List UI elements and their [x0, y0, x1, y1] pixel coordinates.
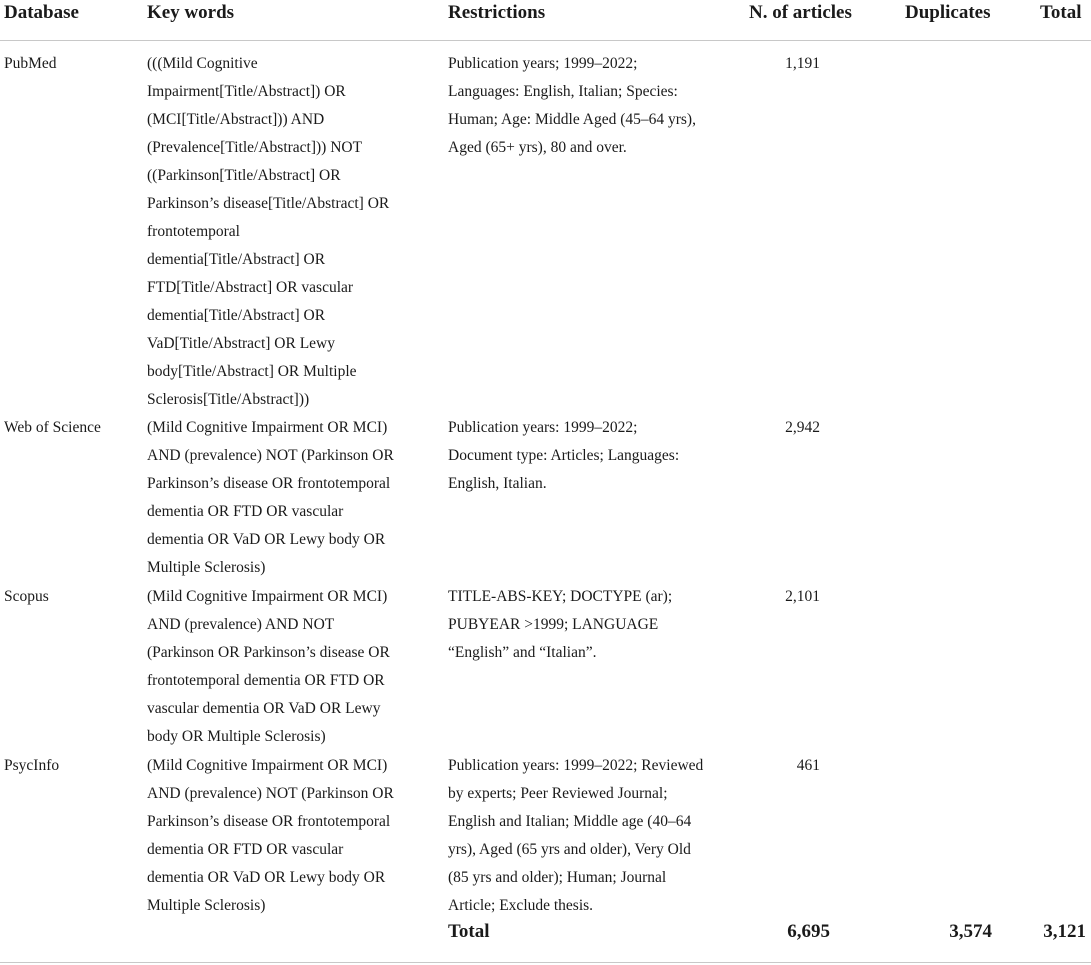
- cell-line: dementia OR FTD OR vascular: [147, 503, 344, 520]
- cell-keywords: [147, 50, 389, 414]
- cell-line: (Prevalence[Title/Abstract])) NOT: [147, 139, 363, 156]
- cell-line: (Mild Cognitive Impairment OR MCI): [147, 419, 388, 436]
- cell-restrictions: [448, 583, 672, 667]
- cell-line: ((Parkinson[Title/Abstract] OR: [147, 167, 341, 184]
- cell-line: Parkinson’s disease[Title/Abstract] OR: [147, 195, 390, 212]
- table-header: [0, 0, 1091, 41]
- cell-database: PubMed: [4, 55, 57, 72]
- cell-line: frontotemporal: [147, 223, 240, 240]
- cell-line: Publication years; 1999–2022;: [448, 55, 638, 72]
- cell-line: (((Mild Cognitive: [147, 55, 258, 72]
- cell-articles: 2,942: [785, 419, 820, 436]
- cell-line: English and Italian; Middle age (40–64: [448, 813, 692, 830]
- cell-articles: 461: [796, 757, 820, 774]
- cell-line: Multiple Sclerosis): [147, 897, 266, 914]
- cell-line: Impairment[Title/Abstract]) OR: [147, 83, 346, 100]
- cell-line: Sclerosis[Title/Abstract])): [147, 391, 310, 408]
- cell-line: Human; Age: Middle Aged (45–64 yrs),: [448, 111, 696, 128]
- cell-line: (Mild Cognitive Impairment OR MCI): [147, 588, 388, 605]
- header-duplicates: Duplicates: [905, 2, 991, 23]
- cell-line: PUBYEAR >1999; LANGUAGE: [448, 616, 659, 633]
- cell-line: body[Title/Abstract] OR Multiple: [147, 363, 357, 380]
- header-restrictions: Restrictions: [448, 2, 546, 23]
- header-key-words: Key words: [147, 2, 235, 23]
- cell-line: English, Italian.: [448, 475, 547, 492]
- header-database: Database: [4, 2, 79, 23]
- totals-row: [0, 918, 1091, 963]
- cell-line: TITLE-ABS-KEY; DOCTYPE (ar);: [448, 588, 673, 605]
- cell-line: Publication years: 1999–2022;: [448, 419, 638, 436]
- cell-keywords: [147, 414, 394, 582]
- cell-line: dementia[Title/Abstract] OR: [147, 307, 326, 324]
- cell-line: Parkinson’s disease OR frontotemporal: [147, 475, 391, 492]
- cell-restrictions: [448, 50, 696, 162]
- cell-restrictions: [448, 752, 703, 920]
- cell-line: Aged (65+ yrs), 80 and over.: [448, 139, 627, 156]
- cell-line: body OR Multiple Sclerosis): [147, 728, 326, 745]
- cell-keywords: [147, 583, 390, 751]
- cell-database: PsycInfo: [4, 757, 60, 774]
- cell-line: frontotemporal dementia OR FTD OR: [147, 672, 385, 689]
- cell-line: VaD[Title/Abstract] OR Lewy: [147, 335, 335, 352]
- cell-line: Publication years: 1999–2022; Reviewed: [448, 757, 704, 774]
- cell-line: (Parkinson OR Parkinson’s disease OR: [147, 644, 390, 661]
- cell-line: Parkinson’s disease OR frontotemporal: [147, 813, 391, 830]
- cell-line: AND (prevalence) AND NOT: [147, 616, 335, 633]
- cell-line: dementia[Title/Abstract] OR: [147, 251, 326, 268]
- cell-line: Document type: Articles; Languages:: [448, 447, 680, 464]
- cell-line: Multiple Sclerosis): [147, 559, 266, 576]
- cell-line: by experts; Peer Reviewed Journal;: [448, 785, 668, 802]
- cell-articles: 2,101: [785, 588, 820, 605]
- cell-line: Languages: English, Italian; Species:: [448, 83, 678, 100]
- header-articles: N. of articles: [749, 2, 852, 23]
- cell-database: Web of Science: [4, 419, 101, 436]
- cell-line: FTD[Title/Abstract] OR vascular: [147, 279, 354, 296]
- cell-line: “English” and “Italian”.: [448, 644, 597, 661]
- cell-line: dementia OR VaD OR Lewy body OR: [147, 531, 386, 548]
- cell-line: dementia OR FTD OR vascular: [147, 841, 344, 858]
- cell-line: AND (prevalence) NOT (Parkinson OR: [147, 447, 394, 464]
- totals-total: 3,121: [1043, 921, 1086, 942]
- cell-restrictions: [448, 414, 679, 498]
- totals-articles: 6,695: [787, 921, 830, 942]
- header-total: Total: [1040, 2, 1082, 23]
- cell-articles: 1,191: [785, 55, 820, 72]
- cell-line: yrs), Aged (65 yrs and older), Very Old: [448, 841, 691, 858]
- cell-line: (MCI[Title/Abstract])) AND: [147, 111, 325, 128]
- cell-line: vascular dementia OR VaD OR Lewy: [147, 700, 381, 717]
- cell-line: (85 yrs and older); Human; Journal: [448, 869, 667, 886]
- cell-line: Article; Exclude thesis.: [448, 897, 594, 914]
- totals-duplicates: 3,574: [949, 921, 992, 942]
- cell-database: Scopus: [4, 588, 49, 605]
- cell-line: (Mild Cognitive Impairment OR MCI): [147, 757, 388, 774]
- cell-keywords: [147, 752, 394, 920]
- cell-line: AND (prevalence) NOT (Parkinson OR: [147, 785, 394, 802]
- totals-label: Total: [448, 921, 490, 942]
- cell-line: dementia OR VaD OR Lewy body OR: [147, 869, 386, 886]
